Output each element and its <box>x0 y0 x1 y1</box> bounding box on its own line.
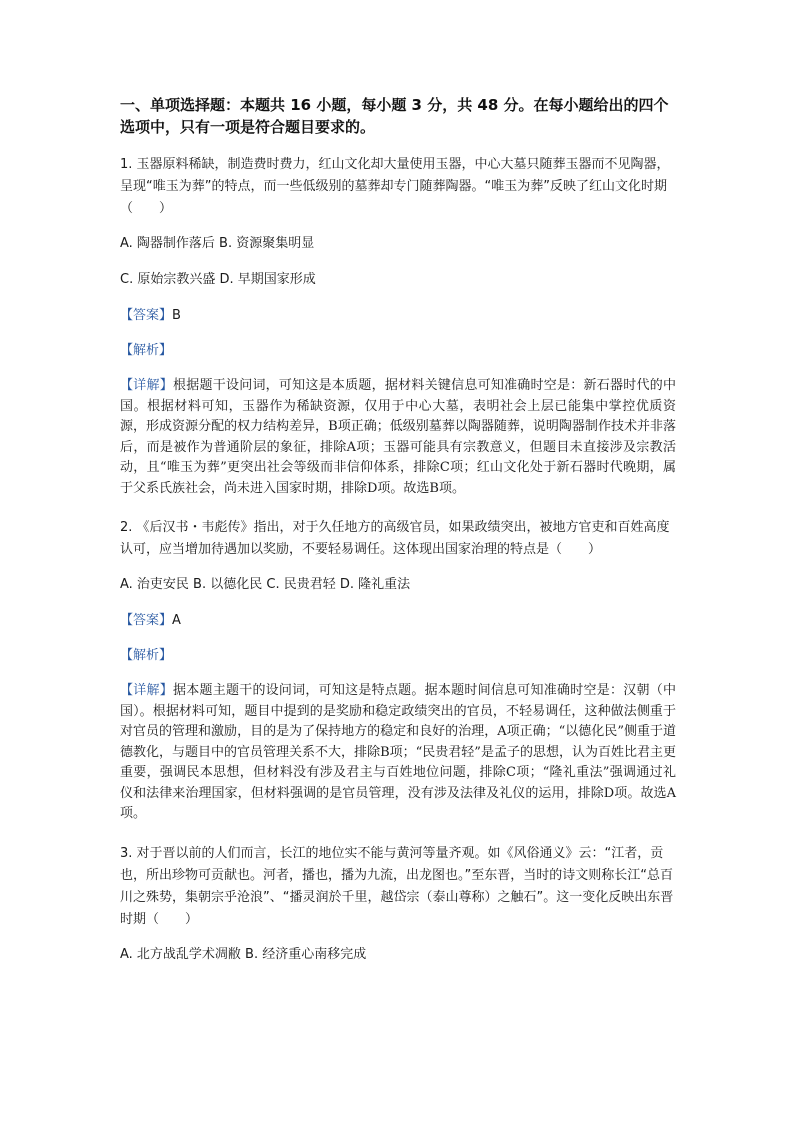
answer-value: A <box>172 613 181 628</box>
detail-paragraph <box>120 681 676 825</box>
analysis-tag: 【解析】 <box>120 343 173 358</box>
question-stem <box>120 154 676 220</box>
question-text: . 对于晋以前的人们而言，长江的地位实不能与黄河等量齐观。如《风俗通义》云：“江者，贡也，所出珍物可贡献也。河者，播也，播为九流，出龙图也。”至东晋，当时的诗文则称长江“总百川之殊势，集朝宗乎沧浪”、“播灵润於千里，越岱宗（泰山尊称）之触石”。这一变化反映出东晋时期（ ） <box>120 845 674 927</box>
question-2 <box>120 517 676 825</box>
analysis-line <box>120 646 676 666</box>
question-1 <box>120 154 676 499</box>
question-number: 1 <box>120 157 129 172</box>
question-3 <box>120 843 676 965</box>
detail-text: 据本题主题干的设问词，可知这是特点题。据本题时间信息可知准确时空是：汉朝（中国）。根据材料可知，题目中提到的是奖励和稳定政绩突出的官员，不轻易调任，这种做法侧重于对官员的管理和激励，目的是为了保持地方的稳定和良好的治理，A项正确；“以德化民”侧重于道德教化，与题目中的官员管理关系不大，排除B项；“民贵君轻”是孟子的思想，认为百姓比君主更重要，强调民本思想，但材料没有涉及君主与百姓地位问题，排除C项；“隆礼重法”强调通过礼仪和法律来治理国家，但材料强调的是官员管理，没有涉及法律及礼仪的运用，排除D项。故选A项。 <box>120 683 676 821</box>
answer-tag: 【答案】 <box>120 613 173 628</box>
options-row-1: A. 北方战乱学术凋敝 B. 经济重心南移完成 <box>120 946 367 962</box>
question-stem <box>120 517 676 561</box>
section-title: 一、单项选择题：本题共 16 小题，每小题 3 分，共 48 分。在每小题给出的四个选项中，只有一项是符合题目要求的。 <box>120 96 669 136</box>
answer-line <box>120 306 676 326</box>
question-number: 2 <box>120 520 129 535</box>
options-row-1: A. 治吏安民 B. 以德化民 C. 民贵君轻 D. 隆礼重法 <box>120 577 411 592</box>
analysis-line <box>120 341 676 361</box>
question-text: . 玉器原料稀缺，制造费时费力，红山文化却大量使用玉器，中心大墓只随葬玉器而不见陶器，呈现“唯玉为葬”的特点，而一些低级别的墓葬却专门随葬陶器。“唯玉为葬”反映了红山文化时期（ ） <box>120 157 670 216</box>
question-stem <box>120 843 676 931</box>
question-text: . 《后汉书・韦彪传》指出，对于久任地方的高级官员，如果政绩突出，被地方官吏和百姓高度认可，应当增加待遇加以奖励，不要轻易调任。这体现出国家治理的特点是（ ） <box>120 520 670 557</box>
answer-tag: 【答案】 <box>120 308 173 323</box>
question-number: 3 <box>120 845 129 861</box>
options-row-2: C. 原始宗教兴盛 D. 早期国家形成 <box>120 272 316 287</box>
detail-tag: 【详解】 <box>120 683 173 698</box>
analysis-tag: 【解析】 <box>120 648 173 663</box>
options-row-1: A. 陶器制作落后 B. 资源聚集明显 <box>120 236 315 251</box>
answer-value: B <box>172 308 181 323</box>
detail-paragraph <box>120 376 676 499</box>
answer-line <box>120 611 676 631</box>
exam-page <box>120 94 676 981</box>
detail-tag: 【详解】 <box>120 378 173 393</box>
detail-text: 根据题干设问词，可知这是本质题，据材料关键信息可知准确时空是：新石器时代的中国。根据材料可知，玉器作为稀缺资源，仅用于中心大墓，表明社会上层已能集中掌控优质资源，形成资源分配的权力结构差异，B项正确；低级别墓葬以陶器随葬，说明陶器制作技术并非落后，而是被作为普通阶层的象征，排除A项；玉器可能具有宗教意义，但题目未直接涉及宗教活动，且“唯玉为葬”更突出社会等级而非信仰体系，排除C项；红山文化处于新石器时代晚期，属于父系氏族社会，尚未进入国家时期，排除D项。故选B项。 <box>120 378 676 496</box>
